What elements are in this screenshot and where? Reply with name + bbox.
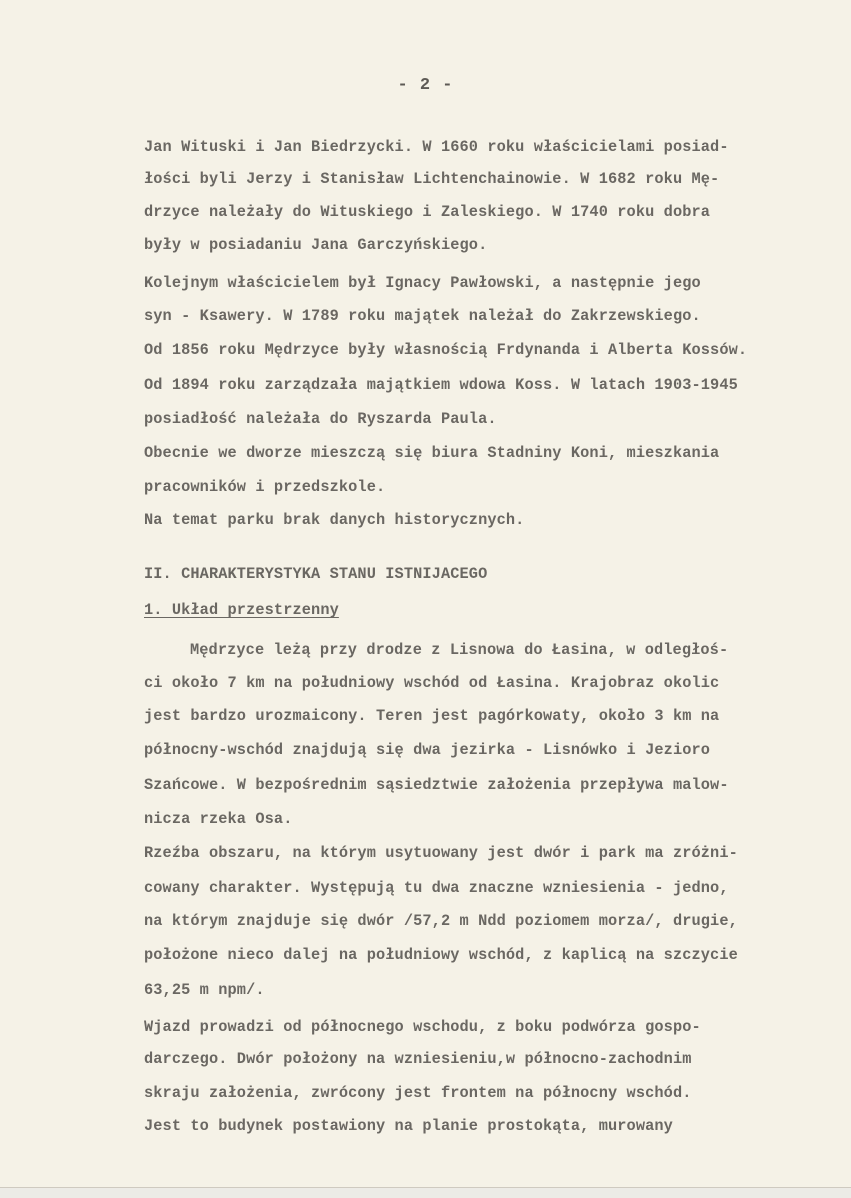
text-line: Jan Wituski i Jan Biedrzycki. W 1660 roku właścicielami posiad- [144,138,729,156]
section-heading: II. CHARAKTERYSTYKA STANU ISTNIJACEGO [144,565,488,583]
text-line: Kolejnym właścicielem był Ignacy Pawłowski, a następnie jego [144,274,701,292]
text-line: nicza rzeka Osa. [144,810,293,828]
text-line: Szańcowe. W bezpośrednim sąsiedztwie założenia przepływa malow- [144,776,729,794]
text-line: Wjazd prowadzi od północnego wschodu, z boku podwórza gospo- [144,1018,701,1036]
text-line: Na temat parku brak danych historycznych. [144,511,525,529]
text-line: były w posiadaniu Jana Garczyńskiego. [144,236,488,254]
text-line: na którym znajduje się dwór /57,2 m Ndd poziomem morza/, drugie, [144,912,738,930]
text-line: Jest to budynek postawiony na planie prostokąta, murowany [144,1117,673,1135]
page-edge [0,1187,851,1198]
text-line: posiadłość należała do Ryszarda Paula. [144,410,497,428]
text-line: skraju założenia, zwrócony jest frontem na północny wschód. [144,1084,692,1102]
text-line: Obecnie we dworze mieszczą się biura Stadniny Koni, mieszkania [144,444,720,462]
text-line: Rzeźba obszaru, na którym usytuowany jest dwór i park ma zróżni- [144,844,738,862]
text-line: drzyce należały do Wituskiego i Zaleskiego. W 1740 roku dobra [144,203,711,221]
text-line: północny-wschód znajdują się dwa jezirka - Lisnówko i Jezioro [144,741,711,759]
text-line: 63,25 m npm/. [144,981,265,999]
text-line: darczego. Dwór położony na wzniesieniu,w północno-zachodnim [144,1050,692,1068]
text-line: jest bardzo urozmaicony. Teren jest pagórkowaty, około 3 km na [144,707,720,725]
page-number: - 2 - [397,76,454,95]
text-line: pracowników i przedszkole. [144,478,386,496]
text-line: Mędrzyce leżą przy drodze z Lisnowa do Łasina, w odległoś- [190,641,729,659]
text-line: syn - Ksawery. W 1789 roku majątek należał do Zakrzewskiego. [144,307,701,325]
text-line: cowany charakter. Występują tu dwa znaczne wzniesienia - jedno, [144,879,729,897]
text-line: Od 1856 roku Mędrzyce były własnością Frdynanda i Alberta Kossów. [144,341,748,359]
text-line: Od 1894 roku zarządzała majątkiem wdowa Koss. W latach 1903-1945 [144,376,738,394]
text-line: położone nieco dalej na południowy wschód, z kaplicą na szczycie [144,946,738,964]
text-line: łości byli Jerzy i Stanisław Lichtenchainowie. W 1682 roku Mę- [144,170,720,188]
text-line: ci około 7 km na południowy wschód od Łasina. Krajobraz okolic [144,674,720,692]
subsection-heading: 1. Układ przestrzenny [144,601,339,619]
